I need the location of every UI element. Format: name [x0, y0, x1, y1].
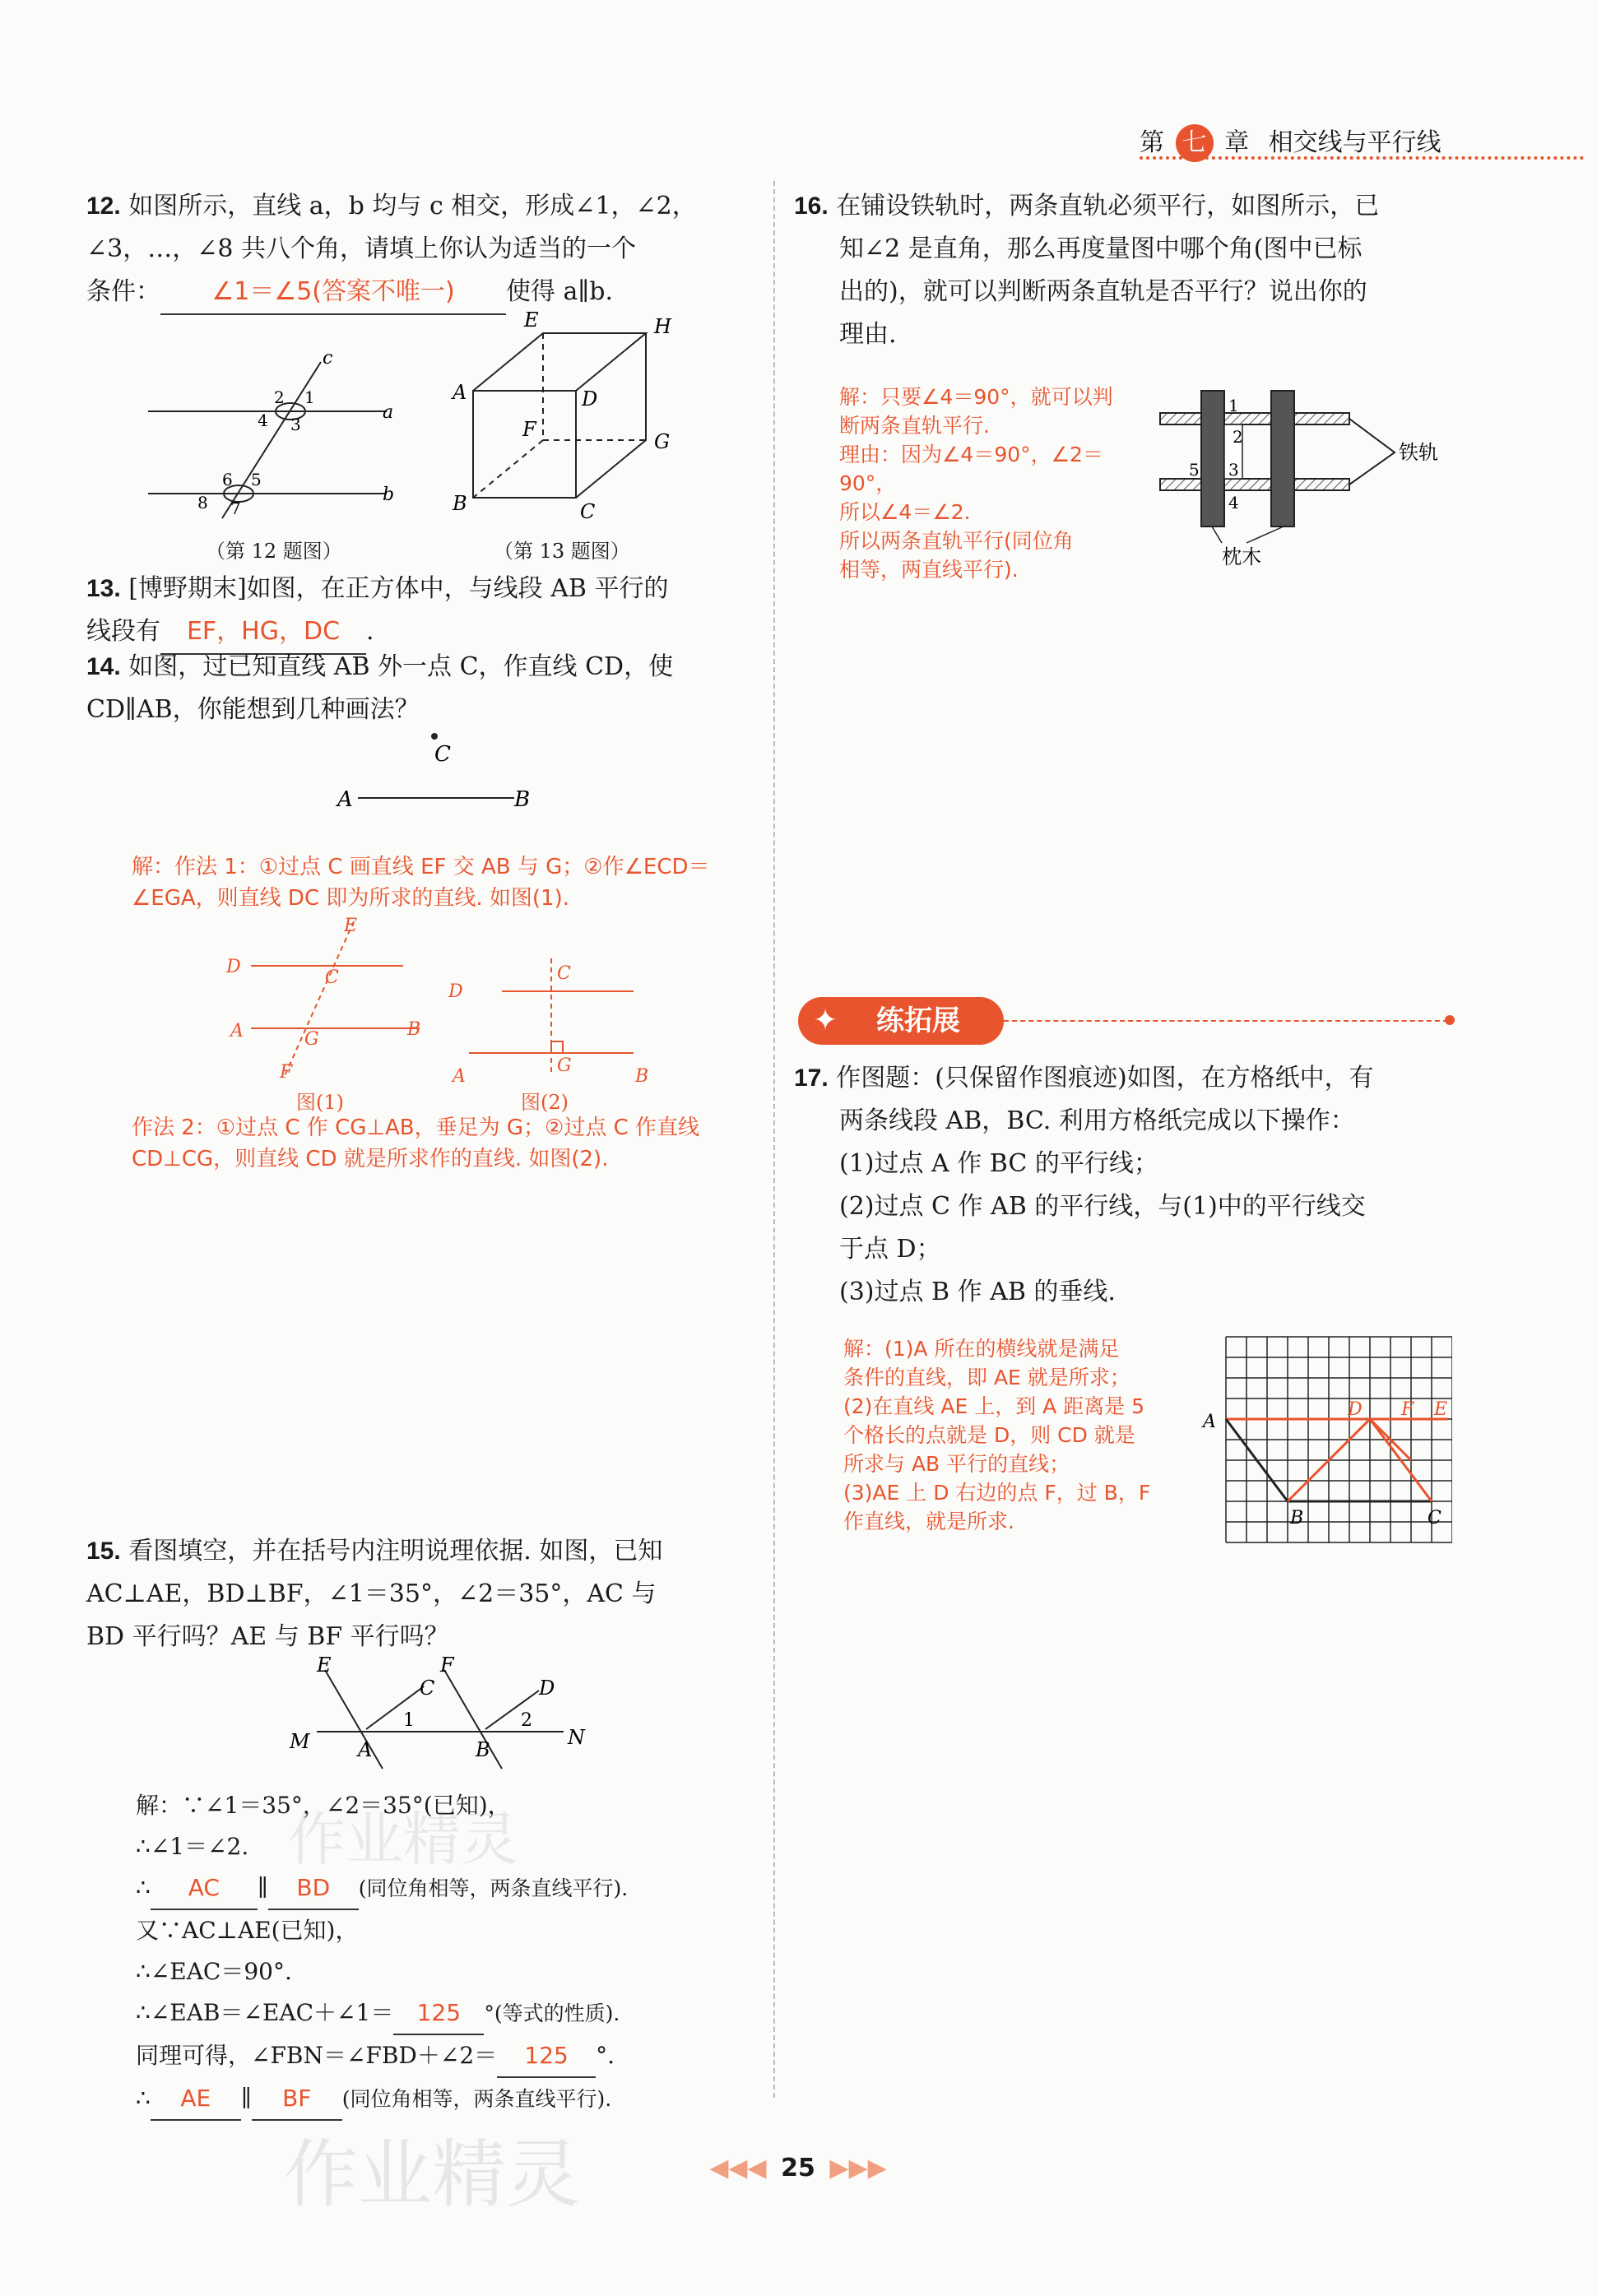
svg-text:C: C: [580, 500, 596, 523]
svg-text:2: 2: [274, 387, 285, 407]
svg-text:3: 3: [290, 415, 301, 434]
svg-text:1: 1: [403, 1710, 415, 1731]
q15-step8-pre: ∴: [136, 2085, 151, 2112]
q17-line3: (1)过点 A 作 BC 的平行线；: [839, 1149, 1158, 1178]
svg-text:5: 5: [251, 470, 262, 489]
svg-text:N: N: [568, 1726, 585, 1749]
q16-ans-5: 所以两条直轨平行(同位角: [839, 529, 1074, 553]
q16-ans-1: 断两条直轨平行.: [839, 414, 990, 438]
banner-rule: [1004, 1020, 1448, 1022]
q17-ans-0: 解：(1)A 所在的横线就是满足: [843, 1337, 1120, 1361]
q17-ans-4: 所求与 AB 平行的直线；: [843, 1452, 1070, 1476]
q13-answer-blank[interactable]: EF，HG，DC: [160, 610, 366, 655]
svg-text:8: 8: [197, 493, 208, 513]
svg-text:D: D: [1348, 1399, 1363, 1420]
figure-14-1: [222, 913, 444, 1094]
sleeper-label: 枕木: [1222, 545, 1261, 568]
q16-ans-3: 90°，: [839, 471, 897, 495]
q14-line2: CD∥AB，你能想到几种画法？: [86, 695, 420, 724]
q17-line5: 于点 D；: [839, 1235, 941, 1264]
q15-number: 15.: [86, 1538, 121, 1565]
figure-14-1-caption: 图(1): [296, 1091, 344, 1114]
svg-text:3: 3: [1228, 460, 1239, 480]
svg-text:1: 1: [304, 387, 315, 407]
q12-line3-post: 使得 a∥b.: [506, 277, 614, 306]
question-12: [86, 185, 745, 315]
q13-line2-post: .: [366, 617, 374, 646]
q14-solution-2: [132, 1112, 757, 1175]
svg-text:B: B: [514, 787, 531, 812]
q17-ans-1: 条件的直线，即 AE 就是所求；: [843, 1366, 1130, 1389]
svg-text:E: E: [344, 916, 358, 936]
q15-step1: 解：∵∠1＝35°，∠2＝35°(已知)，: [136, 1792, 511, 1819]
svg-text:E: E: [317, 1654, 332, 1677]
q15-blank-1[interactable]: AC: [151, 1867, 258, 1910]
figure-15: [288, 1654, 601, 1777]
svg-text:G: G: [304, 1029, 319, 1050]
q17-line6: (3)过点 B 作 AB 的垂线.: [839, 1278, 1116, 1306]
q14-number: 14.: [86, 653, 121, 680]
page-footer: [675, 2154, 922, 2182]
banner-title: 练拓展: [876, 1004, 960, 1037]
svg-text:4: 4: [258, 410, 268, 430]
svg-text:D: D: [448, 981, 463, 1002]
q15-step3-pre: ∴: [136, 1874, 151, 1901]
svg-text:a: a: [383, 402, 394, 423]
svg-text:A: A: [230, 1021, 244, 1041]
figure-13-caption: （第 13 题图）: [494, 540, 630, 563]
q14-solution-1: [132, 851, 757, 914]
svg-text:4: 4: [1228, 493, 1239, 513]
figure-16: [1156, 387, 1452, 572]
q13-number: 13.: [86, 575, 121, 602]
q15-step5: ∴∠EAC＝90°.: [136, 1958, 292, 1985]
q17-ans-2: (2)在直线 AE 上，到 A 距离是 5: [843, 1394, 1145, 1418]
q15-step7-post: °.: [596, 2042, 615, 2069]
q17-number: 17.: [794, 1065, 829, 1092]
svg-text:2: 2: [1233, 427, 1243, 447]
banner-rule-dot: [1445, 1015, 1455, 1025]
svg-text:A: A: [358, 1738, 373, 1761]
q15-step3-post: (同位角相等，两条直线平行).: [358, 1876, 629, 1900]
q16-line2: 知∠2 是直角，那么再度量图中哪个角(图中已标: [839, 234, 1363, 263]
q17-ans-3: 个格长的点就是 D，则 CD 就是: [843, 1423, 1135, 1447]
q15-blank-2[interactable]: BD: [268, 1867, 359, 1910]
figure-14-2: [444, 954, 666, 1094]
header-dotted-rule: [1140, 156, 1584, 160]
q15-step6-pre: ∴∠EAB＝∠EAC＋∠1＝: [136, 1999, 394, 2026]
q15-blank-3[interactable]: 125: [393, 1992, 484, 2035]
svg-text:C: C: [420, 1677, 435, 1700]
svg-text:G: G: [654, 430, 671, 453]
figure-13: [448, 308, 687, 531]
svg-text:F: F: [522, 418, 536, 441]
q16-line1: 在铺设铁轨时，两条直轨必须平行，如图所示，已: [836, 192, 1380, 220]
q16-line3: 出的)，就可以判断两条直轨是否平行？说出你的: [839, 277, 1367, 306]
q12-number: 12.: [86, 192, 121, 220]
q13-line1: [博野期末]如图，在正方体中，与线段 AB 平行的: [128, 574, 669, 603]
question-15: [86, 1530, 753, 1658]
figure-12: [140, 346, 411, 526]
q15-step2: ∴∠1＝∠2.: [136, 1833, 249, 1860]
q15-step3-mid: ∥: [257, 1874, 268, 1901]
svg-text:H: H: [654, 315, 671, 338]
q12-line1: 如图所示，直线 a，b 均与 c 相交，形成∠1，∠2，: [128, 192, 697, 220]
chapter-title: 相交线与平行线: [1268, 128, 1441, 157]
column-divider: [773, 181, 775, 2098]
q12-answer-blank[interactable]: ∠1＝∠5(答案不唯一): [160, 271, 506, 315]
svg-text:B: B: [453, 492, 467, 515]
q15-line3: BD 平行吗？AE 与 BF 平行吗？: [86, 1622, 449, 1651]
svg-text:C: C: [1428, 1508, 1441, 1528]
svg-text:c: c: [323, 348, 333, 369]
q16-ans-2: 理由：因为∠4＝90°，∠2＝: [839, 443, 1103, 466]
q16-answer: [839, 383, 1152, 584]
svg-text:6: 6: [222, 470, 233, 489]
svg-text:F: F: [440, 1654, 454, 1677]
svg-text:M: M: [290, 1730, 310, 1753]
svg-text:7: 7: [230, 499, 241, 518]
q14-sol2-line1: 作法 2：①过点 C 作 CG⊥AB，垂足为 G；②过点 C 作直线: [132, 1116, 700, 1140]
svg-text:E: E: [524, 308, 539, 332]
svg-text:B: B: [635, 1066, 649, 1087]
question-17: [794, 1057, 1452, 1314]
q14-line1: 如图，过已知直线 AB 外一点 C，作直线 CD，使: [128, 652, 674, 681]
q14-sol2-line2: CD⊥CG，则直线 CD 就是所求作的直线. 如图(2).: [132, 1147, 609, 1171]
svg-text:B: B: [476, 1738, 490, 1761]
question-14: [86, 646, 745, 731]
question-13: [86, 568, 745, 655]
svg-text:C: C: [557, 963, 571, 984]
q12-line2: ∠3，…，∠8 共八个角，请填上你认为适当的一个: [86, 234, 636, 263]
q13-line2-pre: 线段有: [86, 617, 160, 646]
chapter-pre: 第: [1140, 128, 1164, 157]
q17-line4: (2)过点 C 作 AB 的平行线，与(1)中的平行线交: [839, 1192, 1366, 1221]
q16-number: 16.: [794, 192, 829, 220]
q15-blank-6[interactable]: BF: [252, 2078, 342, 2121]
q17-ans-5: (3)AE 上 D 右边的点 F，过 B，F: [843, 1481, 1151, 1505]
svg-text:A: A: [453, 381, 467, 404]
q15-step8-mid: ∥: [240, 2085, 252, 2112]
svg-text:C: C: [434, 742, 451, 767]
watermark-2: 作业精灵: [284, 2131, 580, 2218]
svg-text:A: A: [453, 1066, 466, 1087]
figure-17-grid: [1201, 1333, 1452, 1563]
svg-text:D: D: [226, 957, 241, 977]
svg-text:2: 2: [521, 1710, 532, 1731]
chapter-badge: 七: [1176, 124, 1214, 162]
prev-arrows-icon: ◀◀◀: [709, 2154, 767, 2182]
q15-step8-post: (同位角相等，两条直线平行).: [341, 2087, 612, 2111]
q15-step7-pre: 同理可得，∠FBN＝∠FBD＋∠2＝: [136, 2042, 498, 2069]
svg-text:1: 1: [1228, 396, 1239, 415]
figure-14-2-caption: 图(2): [521, 1091, 569, 1114]
svg-text:B: B: [407, 1019, 421, 1040]
watermark-1: 作业精灵: [288, 1806, 518, 1873]
chapter-post: 章: [1224, 128, 1250, 157]
q17-ans-6: 作直线，就是所求.: [843, 1510, 1014, 1533]
question-16: [794, 185, 1452, 356]
q12-line3-pre: 条件：: [86, 277, 160, 306]
q15-line2: AC⊥AE，BD⊥BF，∠1＝35°，∠2＝35°，AC 与: [86, 1579, 657, 1608]
svg-text:b: b: [383, 485, 395, 505]
q15-step4: 又∵AC⊥AE(已知)，: [136, 1917, 359, 1944]
svg-text:C: C: [325, 967, 339, 988]
next-arrows-icon: ▶▶▶: [829, 2154, 887, 2182]
section-banner: [798, 997, 1004, 1045]
figure-12-caption: （第 12 题图）: [206, 540, 342, 563]
svg-text:D: D: [582, 387, 598, 410]
q15-blank-4[interactable]: 125: [497, 2035, 596, 2078]
q15-step6-post: °(等式的性质).: [484, 2001, 620, 2025]
q16-ans-0: 解：只要∠4＝90°，就可以判: [839, 385, 1113, 409]
svg-text:E: E: [1434, 1399, 1448, 1420]
rail-label: 铁轨: [1399, 441, 1438, 464]
svg-text:G: G: [557, 1055, 572, 1076]
q14-sol1-line1: 解：作法 1：①过点 C 画直线 EF 交 AB 与 G；②作∠ECD＝: [132, 855, 710, 879]
svg-text:5: 5: [1189, 460, 1200, 480]
page-number: 25: [781, 2154, 815, 2182]
banner-runner-icon: ✦: [813, 1004, 838, 1037]
q15-blank-5[interactable]: AE: [151, 2078, 241, 2121]
svg-text:B: B: [1290, 1508, 1304, 1528]
q15-line1: 看图填空，并在括号内注明说理依据. 如图，已知: [128, 1537, 663, 1565]
q16-ans-4: 所以∠4＝∠2.: [839, 500, 971, 524]
q16-ans-6: 相等，两直线平行).: [839, 558, 1019, 582]
svg-text:A: A: [1203, 1412, 1216, 1432]
q17-line1: 作图题：(只保留作图痕迹)如图，在方格纸中，有: [836, 1064, 1374, 1092]
q17-line2: 两条线段 AB，BC. 利用方格纸完成以下操作：: [839, 1106, 1355, 1135]
figure-14-given: [329, 724, 543, 814]
svg-text:A: A: [337, 787, 353, 812]
svg-text:F: F: [280, 1062, 293, 1083]
q16-line4: 理由.: [839, 320, 897, 349]
svg-text:F: F: [1401, 1399, 1414, 1420]
q17-answer: [843, 1334, 1222, 1536]
svg-text:D: D: [539, 1677, 555, 1700]
q14-sol1-line2: ∠EGA，则直线 DC 即为所求的直线. 如图(1).: [132, 886, 569, 911]
